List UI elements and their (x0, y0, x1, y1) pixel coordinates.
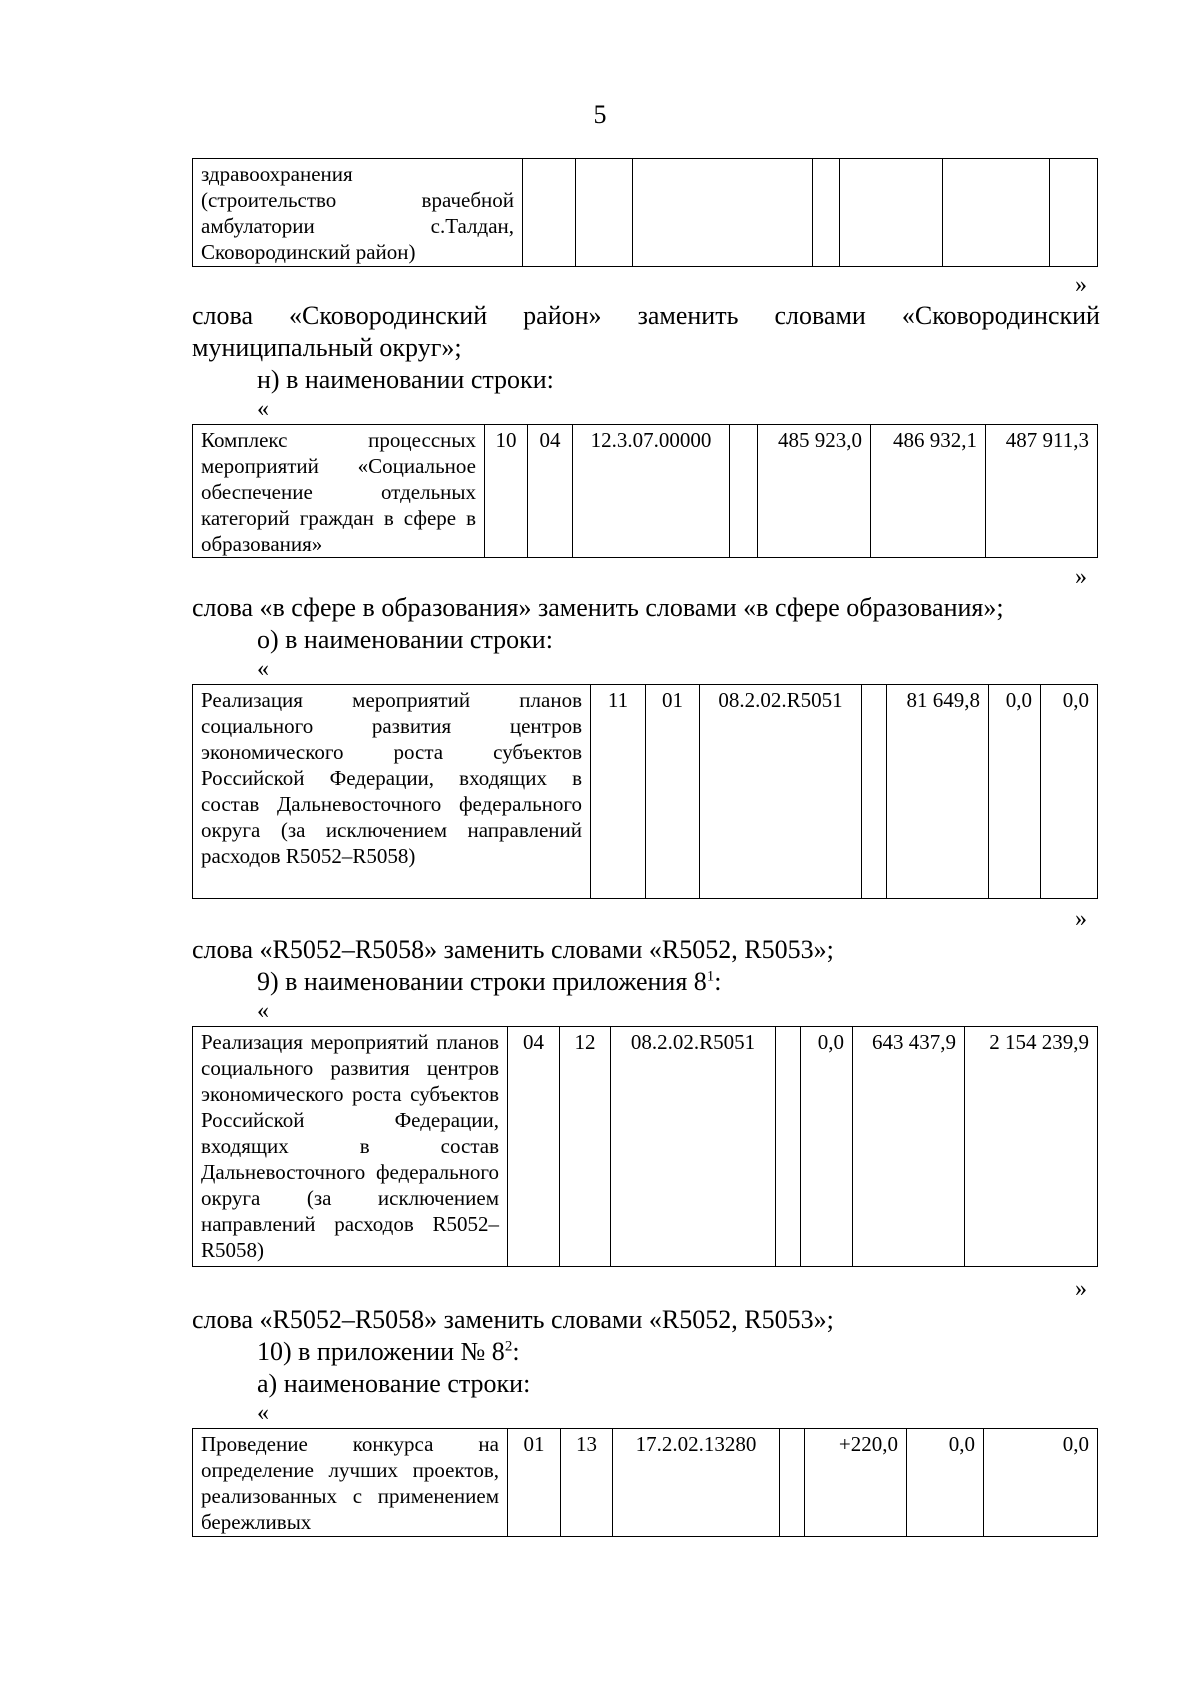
opening-quote: « (257, 396, 269, 422)
paragraph-line (192, 300, 1100, 332)
name-line: Сковородинский район) (201, 240, 416, 264)
empty-cell (862, 685, 887, 899)
value-cell: 485 923,0 (758, 425, 871, 558)
paragraph-line: слова «в сфере в образования» заменить словами «в сфере образования»; (192, 593, 1004, 622)
table-row (193, 1429, 1098, 1537)
section-code-cell: 10 (485, 425, 528, 558)
closing-quote: » (1075, 906, 1087, 932)
table-3 (192, 684, 1098, 899)
opening-quote: « (257, 1400, 269, 1426)
page-number: 5 (593, 100, 607, 129)
row-name-cell: Комплекс процессных мероприятий «Социальное обеспечение отдельных категорий граждан в сфере в образования» (193, 425, 485, 558)
empty-cell (780, 1429, 805, 1537)
table-row (193, 1027, 1098, 1267)
heading-colon: : (512, 1337, 520, 1366)
list-item-heading: о) в наименовании строки: (257, 625, 553, 654)
table-row (193, 159, 1098, 267)
value-cell: 487 911,3 (986, 425, 1098, 558)
name-line: здравоохранения (201, 162, 353, 186)
heading-text: 9) в наименовании строки приложения 8 (257, 967, 707, 996)
value-cell: 2 154 239,9 (965, 1027, 1098, 1267)
empty-cell (813, 159, 840, 267)
table-5 (192, 1428, 1098, 1537)
empty-cell (523, 159, 576, 267)
value-cell: 0,0 (984, 1429, 1098, 1537)
paragraph-line: слова «R5052–R5058» заменить словами «R5052, R5053»; (192, 1305, 834, 1334)
list-item-heading (257, 1336, 520, 1368)
target-code-cell: 08.2.02.R5051 (700, 685, 862, 899)
section-code-cell: 11 (591, 685, 646, 899)
empty-cell (730, 425, 758, 558)
value-cell: 81 649,8 (887, 685, 989, 899)
empty-cell (576, 159, 633, 267)
row-name-cell: Реализация мероприятий планов социального развития центров экономического роста субъектов Российской Федерации, входящих в состав Дальневосточного федерального округа (за исключением направлений расходов R5052–R5058) (193, 685, 591, 899)
heading-colon: : (714, 967, 722, 996)
word: «Сковородинский (901, 301, 1100, 330)
row-name-cell: Проведение конкурса на определение лучших проектов, реализованных с применением бережливых (193, 1429, 508, 1537)
table-row (193, 685, 1098, 899)
subsection-code-cell: 04 (528, 425, 573, 558)
table-2 (192, 424, 1098, 558)
name-line: (строительство врачебной (201, 188, 514, 212)
opening-quote: « (257, 998, 269, 1024)
table-4 (192, 1026, 1098, 1267)
closing-quote: » (1075, 564, 1087, 590)
value-cell: +220,0 (805, 1429, 907, 1537)
list-item-heading: н) в наименовании строки: (257, 365, 554, 394)
subsection-code-cell: 13 (561, 1429, 613, 1537)
paragraph-line: слова «R5052–R5058» заменить словами «R5052, R5053»; (192, 935, 834, 964)
empty-cell (1050, 159, 1098, 267)
empty-cell (633, 159, 813, 267)
heading-text: 10) в приложении № 8 (257, 1337, 505, 1366)
word: район» (523, 301, 602, 330)
word: «Сковородинский (289, 301, 488, 330)
paragraph-line: муниципальный округ»; (192, 333, 462, 362)
word: словами (774, 301, 866, 330)
value-cell: 0,0 (801, 1027, 853, 1267)
opening-quote: « (257, 656, 269, 682)
value-cell: 486 932,1 (871, 425, 986, 558)
section-code-cell: 04 (508, 1027, 560, 1267)
empty-cell (776, 1027, 801, 1267)
value-cell: 0,0 (907, 1429, 984, 1537)
row-name-cell (193, 159, 523, 267)
list-item-heading (257, 966, 722, 998)
row-name-cell: Реализация мероприятий планов социального развития центров экономического роста субъектов Российской Федерации, входящих в состав Дальневосточного федерального округа (за исключением направлений расходов R5052–R5058) (193, 1027, 508, 1267)
closing-quote: » (1075, 1276, 1087, 1302)
superscript: 2 (504, 1338, 513, 1355)
value-cell: 0,0 (989, 685, 1041, 899)
word: слова (192, 301, 253, 330)
closing-quote: » (1075, 272, 1087, 298)
word: заменить (637, 301, 739, 330)
value-cell: 0,0 (1041, 685, 1098, 899)
table-row (193, 425, 1098, 558)
target-code-cell: 08.2.02.R5051 (611, 1027, 776, 1267)
table-1 (192, 158, 1098, 267)
subsection-code-cell: 12 (560, 1027, 611, 1267)
superscript: 1 (706, 968, 715, 985)
empty-cell (840, 159, 943, 267)
section-code-cell: 01 (508, 1429, 561, 1537)
value-cell: 643 437,9 (853, 1027, 965, 1267)
target-code-cell: 17.2.02.13280 (613, 1429, 780, 1537)
empty-cell (943, 159, 1050, 267)
name-line: амбулатории с.Талдан, (201, 214, 514, 238)
target-code-cell: 12.3.07.00000 (573, 425, 730, 558)
subsection-code-cell: 01 (646, 685, 700, 899)
list-subitem-heading: а) наименование строки: (257, 1369, 531, 1398)
